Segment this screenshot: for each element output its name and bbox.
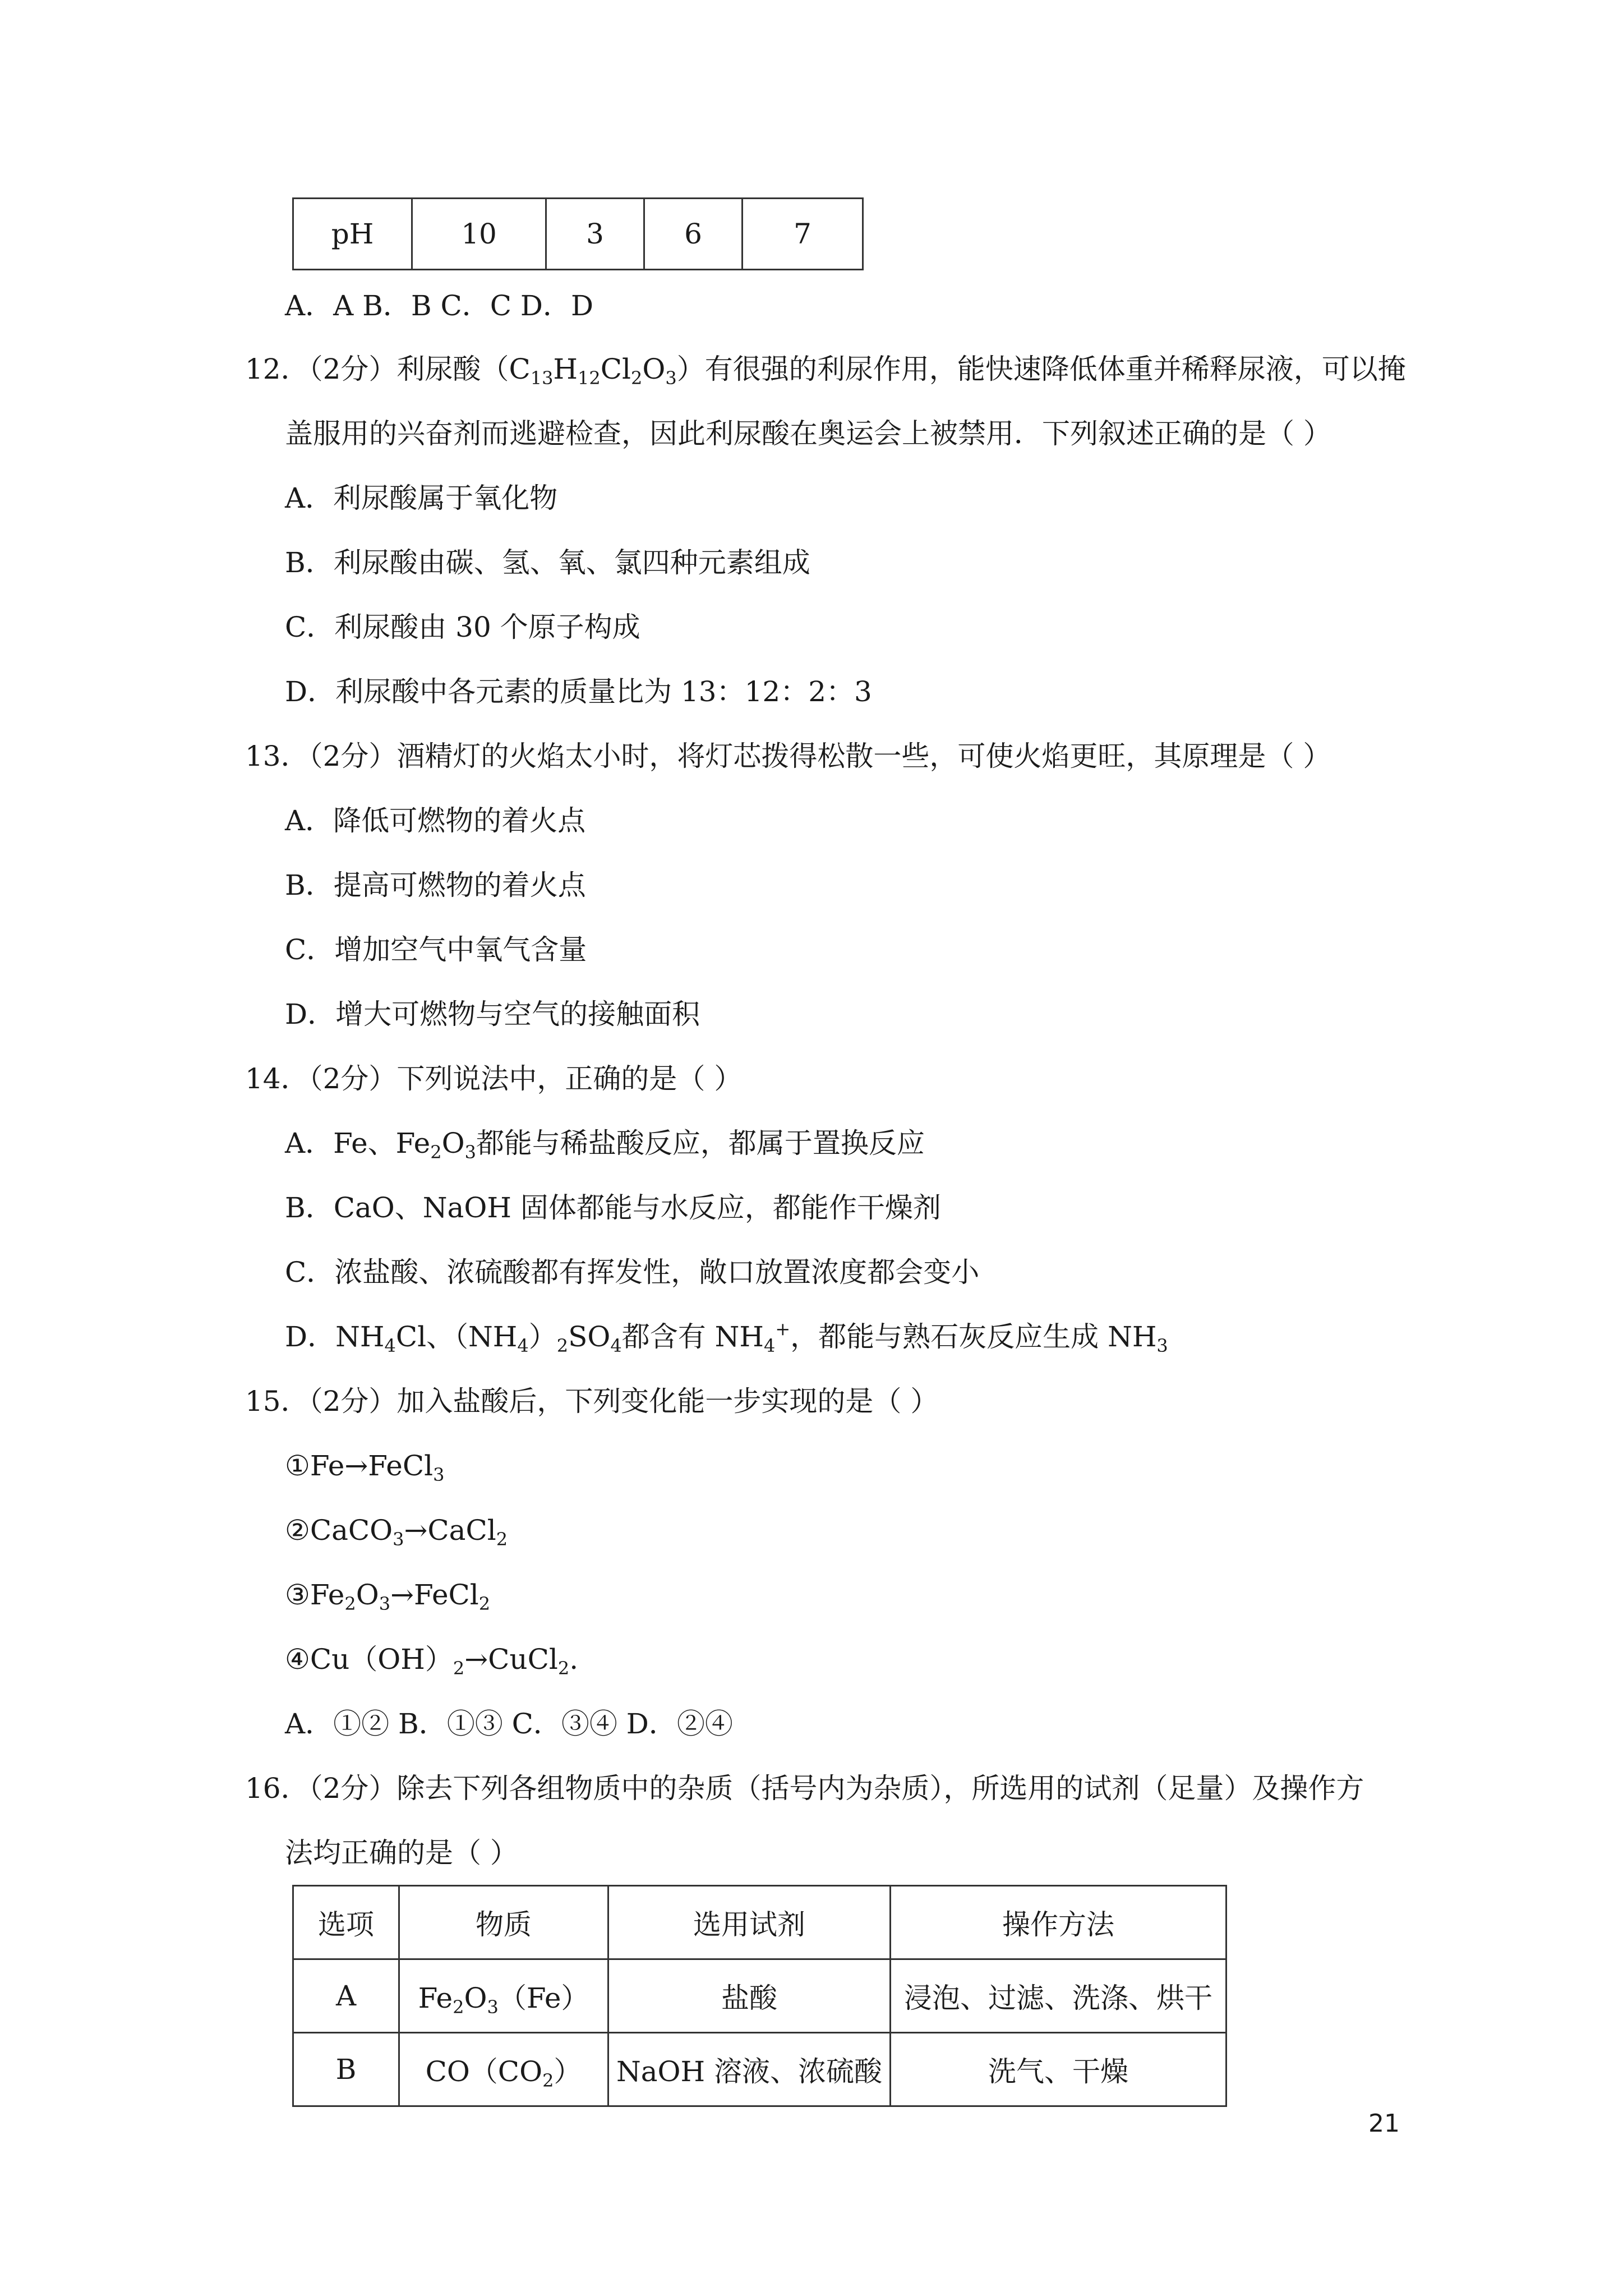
q13-option-c: C．增加空气中氧气含量 bbox=[285, 933, 587, 966]
q14-option-a: A．Fe、$Fe_2O_3$都能与稀盐酸反应，都属于置换反应 bbox=[285, 1127, 925, 1163]
reagent-cell: NaOH 溶液、浓硫酸 bbox=[608, 2033, 891, 2106]
option-cell: B bbox=[293, 2033, 399, 2106]
q14-option-c: C．浓盐酸、浓硫酸都有挥发性，敞口放置浓度都会变小 bbox=[285, 1256, 980, 1289]
table-header-cell: 选用试剂 bbox=[608, 1886, 891, 1959]
ph-value-cell: 7 bbox=[743, 199, 863, 270]
q13-option-d: D．增大可燃物与空气的接触面积 bbox=[285, 998, 700, 1030]
page-number: 21 bbox=[1368, 2109, 1400, 2138]
q12-option-d: D．利尿酸中各元素的质量比为 13：12：2：3 bbox=[285, 675, 872, 708]
q13-option-b: B．提高可燃物的着火点 bbox=[285, 869, 586, 901]
ph-table bbox=[292, 197, 864, 270]
table-row bbox=[293, 199, 863, 270]
q15-options: A．①② B．①③ C．③④ D．②④ bbox=[285, 1708, 733, 1740]
q16-stem-line2: 法均正确的是（ ） bbox=[285, 1837, 518, 1869]
ph-label-cell: pH bbox=[293, 199, 412, 270]
q12-stem-line1: 12．（2分）利尿酸$(C_{13}H_{12}Cl_2O_3)$有很强的利尿作用，能快速降低体重并稀释尿液，可以掩 bbox=[245, 353, 1406, 389]
q13-stem: 13．（2分）酒精灯的火焰太小时，将灯芯拨得松散一些，可使火焰更旺，其原理是（ ） bbox=[245, 740, 1331, 772]
table-header-cell: 选项 bbox=[293, 1886, 399, 1959]
method-cell: 浸泡、过滤、洗涤、烘干 bbox=[891, 1959, 1227, 2033]
q15-item-4: $④Cu(OH)_2\to CuCl_2$. bbox=[285, 1643, 579, 1679]
q11-options: A．A B．B C．C D．D bbox=[285, 289, 594, 322]
ph-value-cell: 10 bbox=[412, 199, 546, 270]
reagent-cell: 盐酸 bbox=[608, 1959, 891, 2033]
arrow-icon: → bbox=[344, 1450, 368, 1482]
q12-option-c: C．利尿酸由 30 个原子构成 bbox=[285, 611, 640, 643]
q16-table bbox=[292, 1885, 1227, 2107]
ph-value-cell: 6 bbox=[644, 199, 743, 270]
option-cell: A bbox=[293, 1959, 399, 2033]
q14-stem: 14．（2分）下列说法中，正确的是（ ） bbox=[245, 1062, 743, 1095]
q12-option-a: A．利尿酸属于氧化物 bbox=[285, 482, 558, 514]
table-header-cell: 物质 bbox=[399, 1886, 608, 1959]
table-header-cell: 操作方法 bbox=[891, 1886, 1227, 1959]
arrow-icon: → bbox=[404, 1514, 428, 1547]
arrow-icon: → bbox=[390, 1579, 414, 1611]
substance-cell: $CO(CO_2)$ bbox=[399, 2033, 608, 2106]
substance-cell: $Fe_2O_3(Fe)$ bbox=[399, 1959, 608, 2033]
q12-option-b: B．利尿酸由碳、氢、氧、氯四种元素组成 bbox=[285, 546, 810, 579]
q13-option-a: A．降低可燃物的着火点 bbox=[285, 804, 586, 837]
table-row bbox=[293, 1959, 1227, 2033]
table-row bbox=[293, 2033, 1227, 2106]
q15-item-2: ②CaCO$_3$→CaCl$_2$ bbox=[285, 1514, 508, 1550]
ph-value-cell: 3 bbox=[546, 199, 644, 270]
q14-option-d: D．$NH_4Cl$、$(NH_4)_2SO_4$都含有 $NH_4^+$，都能与熟石灰反应生成 $NH_3$ bbox=[285, 1318, 1168, 1356]
q14-option-b: B．CaO、NaOH 固体都能与水反应，都能作干燥剂 bbox=[285, 1191, 941, 1224]
method-cell: 洗气、干燥 bbox=[891, 2033, 1227, 2106]
q15-item-3: $③Fe_2O_3\to FeCl_2$ bbox=[285, 1579, 491, 1614]
table-header-row bbox=[293, 1886, 1227, 1959]
q12-stem-line2: 盖服用的兴奋剂而逃避检查，因此利尿酸在奥运会上被禁用．下列叙述正确的是（ ） bbox=[285, 417, 1331, 450]
q15-stem: 15．（2分）加入盐酸后，下列变化能一步实现的是（ ） bbox=[245, 1385, 939, 1418]
q15-item-1: ①Fe→FeCl$_3$ bbox=[285, 1450, 445, 1485]
arrow-icon: → bbox=[464, 1643, 488, 1676]
q16-stem-line1: 16．（2分）除去下列各组物质中的杂质（括号内为杂质），所选用的试剂（足量）及操作方 bbox=[245, 1772, 1364, 1805]
